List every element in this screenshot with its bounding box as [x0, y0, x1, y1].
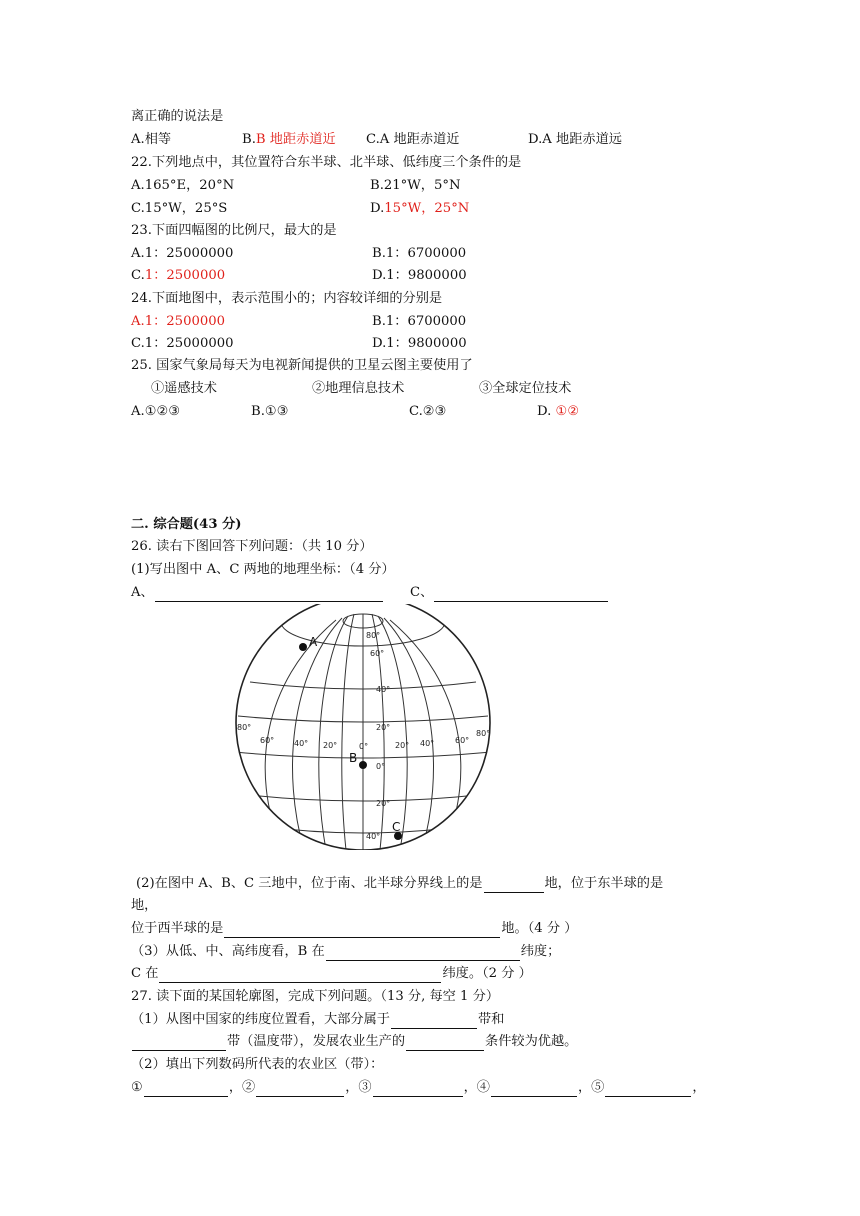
- answer-blank-5[interactable]: [605, 1082, 691, 1097]
- q25-stem: 25. 国家气象局每天为电视新闻提供的卫星云图主要使用了: [131, 358, 473, 373]
- q21-stem-tail: 离正确的说法是: [131, 109, 224, 124]
- q27-end: ，: [692, 1080, 706, 1095]
- point-b-marker: [359, 761, 367, 769]
- q24-option-b: B.1：6700000: [372, 314, 467, 329]
- q27-part1-text-d: 条件较为优越。: [485, 1034, 578, 1049]
- q27-part1-text-c: 带（温度带），发展农业生产的: [227, 1034, 406, 1049]
- q24-stem: 24.下面地图中，表示范围小的；内容较详细的分别是: [131, 291, 443, 306]
- q22-answer: 15°W，25°N: [384, 201, 470, 216]
- q26-part2-text-b: 地，位于东半球的是: [544, 876, 664, 891]
- q23-stem: 23.下面四幅图的比例尺，最大的是: [131, 223, 337, 238]
- answer-blank-b-latitude[interactable]: [326, 946, 520, 961]
- q24-option-d: D.1：9800000: [372, 336, 467, 351]
- q21-option-a: A.相等: [131, 132, 172, 147]
- q21-option-b: [242, 131, 336, 149]
- lat-label-0: 0°: [376, 762, 386, 771]
- q26-part2-line3: [131, 920, 577, 938]
- q26-label-a: A、: [131, 585, 154, 600]
- q21-option-d: D.A 地距赤道远: [528, 132, 622, 147]
- q25-option-b: B.①③: [251, 404, 289, 419]
- globe-diagram: [230, 604, 496, 850]
- q24-option-c: C.1：25000000: [131, 336, 234, 351]
- q26-part2-text-d: 地。（4 分 ）: [501, 921, 578, 936]
- q26-blank-c-row: [410, 584, 609, 602]
- q26-part2-line1: [136, 875, 663, 893]
- lat-label-60n: 60°: [370, 649, 385, 658]
- q25-option-a: A.①②③: [131, 404, 181, 419]
- lon-label-20w: 20°: [323, 741, 338, 750]
- q21-option-b-prefix: B.: [242, 132, 256, 147]
- q25-option-d-prefix: D.: [537, 404, 552, 419]
- q27-num-4: ，④: [463, 1080, 490, 1095]
- q21-option-c: C.A 地距赤道近: [366, 132, 460, 147]
- point-a-marker: [299, 643, 307, 651]
- meridian-80e: [390, 620, 461, 844]
- q25-item-1: ①遥感技术: [151, 381, 217, 396]
- answer-blank-zone-2[interactable]: [132, 1036, 226, 1051]
- answer-blank-equator[interactable]: [484, 878, 544, 893]
- q26-blank-a-row: [131, 584, 384, 602]
- lon-label-80w: 80°: [237, 723, 252, 732]
- answer-blank-a[interactable]: [155, 587, 383, 602]
- q26-label-c: C、: [410, 585, 434, 600]
- meridian-80w: [265, 620, 336, 844]
- answer-blank-2[interactable]: [256, 1082, 344, 1097]
- section-title: 二. 综合题(43 分): [131, 517, 242, 532]
- lon-label-60w: 60°: [260, 736, 275, 745]
- lat-label-40s: 40°: [366, 832, 381, 841]
- q26-stem: 26. 读右下图回答下列问题：（共 10 分）: [131, 539, 373, 554]
- point-b-label: B: [349, 751, 358, 765]
- q26-part3-text-b: 纬度；: [520, 944, 561, 959]
- q27-blanks-row: [131, 1079, 706, 1097]
- q23-option-c: [131, 267, 225, 285]
- q23-option-a: A.1：25000000: [131, 246, 234, 261]
- answer-blank-zone-1[interactable]: [391, 1014, 477, 1029]
- q22-option-d: [370, 200, 469, 218]
- lon-label-20e: 20°: [395, 741, 410, 750]
- q27-part1-text-a: （1）从图中国家的纬度位置看，大部分属于: [131, 1012, 390, 1027]
- q26-part3-line1: [131, 943, 560, 961]
- q25-option-d: [537, 403, 579, 421]
- answer-blank-4[interactable]: [491, 1082, 577, 1097]
- q23-answer: 1：2500000: [144, 268, 226, 283]
- q26-part3-line2: [131, 965, 532, 983]
- q26-part2-line2: 地，: [131, 898, 158, 913]
- q27-part1-text-b: 带和: [477, 1012, 505, 1027]
- q26-part3-text-c: C 在: [131, 966, 159, 981]
- q22-stem: 22.下列地点中，其位置符合东半球、北半球、低纬度三个条件的是: [131, 155, 522, 170]
- q27-num-3: ，③: [345, 1080, 372, 1095]
- q27-num-5: ，⑤: [577, 1080, 605, 1095]
- answer-blank-condition[interactable]: [406, 1036, 484, 1051]
- q27-part1-line1: [131, 1011, 504, 1029]
- q24-answer: A.1：2500000: [131, 314, 226, 329]
- lon-label-40w: 40°: [294, 739, 309, 748]
- q22-option-d-prefix: D.: [370, 201, 385, 216]
- q25-item-3: ③全球定位技术: [479, 381, 572, 396]
- q26-part3-text-d: 纬度。（2 分 ）: [442, 966, 532, 981]
- q27-num-2: ，②: [228, 1080, 256, 1095]
- q23-option-d: D.1：9800000: [372, 268, 467, 283]
- lon-label-40e: 40°: [420, 739, 435, 748]
- q27-part1-line2: [131, 1033, 577, 1051]
- q21-answer: B 地距赤道近: [255, 132, 336, 147]
- answer-blank-c[interactable]: [434, 587, 608, 602]
- q23-option-b: B.1：6700000: [372, 246, 467, 261]
- q22-option-b: B.21°W，5°N: [370, 178, 461, 193]
- q25-option-c: C.②③: [409, 404, 447, 419]
- meridian-60e: [384, 618, 433, 850]
- q27-num-1: ①: [131, 1080, 143, 1095]
- q26-part2-text-c: 位于西半球的是: [131, 921, 224, 936]
- lon-label-0: 0°: [359, 742, 369, 751]
- point-c-label: C: [392, 820, 401, 834]
- lat-label-20s: 20°: [376, 799, 391, 808]
- q27-stem: 27. 读下面的某国轮廓图，完成下列问题。（13 分, 每空 1 分）: [131, 989, 500, 1004]
- lon-label-60e: 60°: [455, 736, 470, 745]
- q27-part2: （2）填出下列数码所代表的农业区（带）：: [131, 1057, 384, 1072]
- answer-blank-1[interactable]: [144, 1082, 228, 1097]
- q26-part2-text-a: (2)在图中 A、B、C 三地中，位于南、北半球分界线上的是: [136, 876, 483, 891]
- q23-option-c-prefix: C.: [131, 268, 145, 283]
- lat-label-80n: 80°: [366, 631, 381, 640]
- q25-answer: ①②: [555, 404, 580, 419]
- lat-label-20n: 20°: [376, 723, 391, 732]
- q22-option-a: A.165°E，20°N: [131, 178, 235, 193]
- answer-blank-c-latitude[interactable]: [159, 968, 441, 983]
- lat-label-40n: 40°: [376, 685, 391, 694]
- lon-label-80e: 80°: [476, 729, 491, 738]
- q25-item-2: ②地理信息技术: [312, 381, 405, 396]
- q22-option-c: C.15°W，25°S: [131, 201, 228, 216]
- q26-part1: (1)写出图中 A、C 两地的地理坐标：（4 分）: [131, 562, 395, 577]
- answer-blank-western[interactable]: [224, 923, 500, 938]
- meridian-60w: [293, 618, 342, 850]
- meridian-20w: [342, 614, 354, 850]
- q26-part3-text-a: （3）从低、中、高纬度看，B 在: [131, 944, 325, 959]
- point-a-label: A: [309, 635, 318, 649]
- answer-blank-3[interactable]: [373, 1082, 463, 1097]
